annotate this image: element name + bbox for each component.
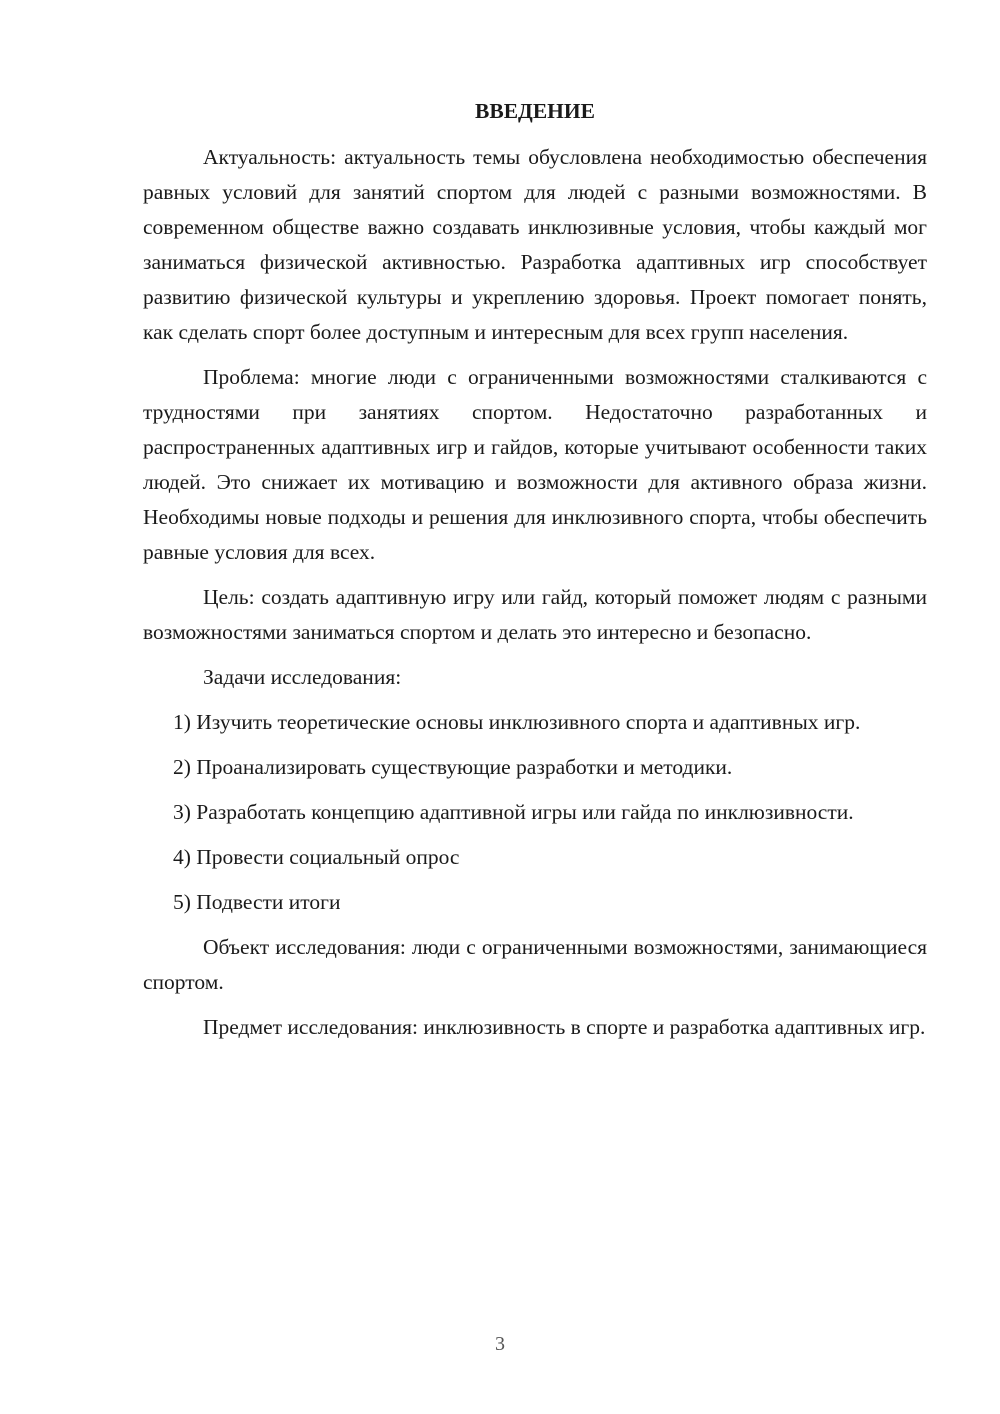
task-item: 2) Проанализировать существующие разработки и методики. — [173, 755, 733, 779]
paragraph-tasks-heading: Задачи исследования: — [203, 665, 402, 689]
task-item: 5) Подвести итоги — [173, 890, 341, 914]
document-page — [143, 94, 927, 1055]
paragraph-research-object: Объект исследования: люди с ограниченными возможностями, занимающиеся спортом. — [143, 935, 927, 994]
task-item: 1) Изучить теоретические основы инклюзивного спорта и адаптивных игр. — [173, 710, 861, 734]
page-number: 3 — [495, 1333, 505, 1355]
paragraph-problem: Проблема: многие люди с ограниченными возможностями сталкиваются с трудностями при занятиях спортом. Недостаточно разработанных и распространенных адаптивных игр и гайдов, которые учитывают особенности таких людей. Это снижает их мотивацию и возможности для активного образа жизни. Необходимы новые подходы и решения для инклюзивного спорта, чтобы обеспечить равные условия для всех. — [143, 365, 927, 564]
paragraph-goal: Цель: создать адаптивную игру или гайд, который поможет людям с разными возможностями заниматься спортом и делать это интересно и безопасно. — [143, 585, 927, 644]
paragraph-relevance: Актуальность: актуальность темы обусловлена необходимостью обеспечения равных условий для занятий спортом для людей с разными возможностями. В современном обществе важно создавать инклюзивные условия, чтобы каждый мог заниматься физической активностью. Разработка адаптивных игр способствует развитию физической культуры и укреплению здоровья. Проект помогает понять, как сделать спорт более доступным и интересным для всех групп населения. — [143, 145, 927, 344]
task-item: 3) Разработать концепцию адаптивной игры или гайда по инклюзивности. — [173, 800, 854, 824]
paragraph-research-subject: Предмет исследования: инклюзивность в спорте и разработка адаптивных игр. — [203, 1015, 926, 1039]
page-title: ВВЕДЕНИЕ — [475, 99, 595, 123]
task-item: 4) Провести социальный опрос — [173, 845, 460, 869]
